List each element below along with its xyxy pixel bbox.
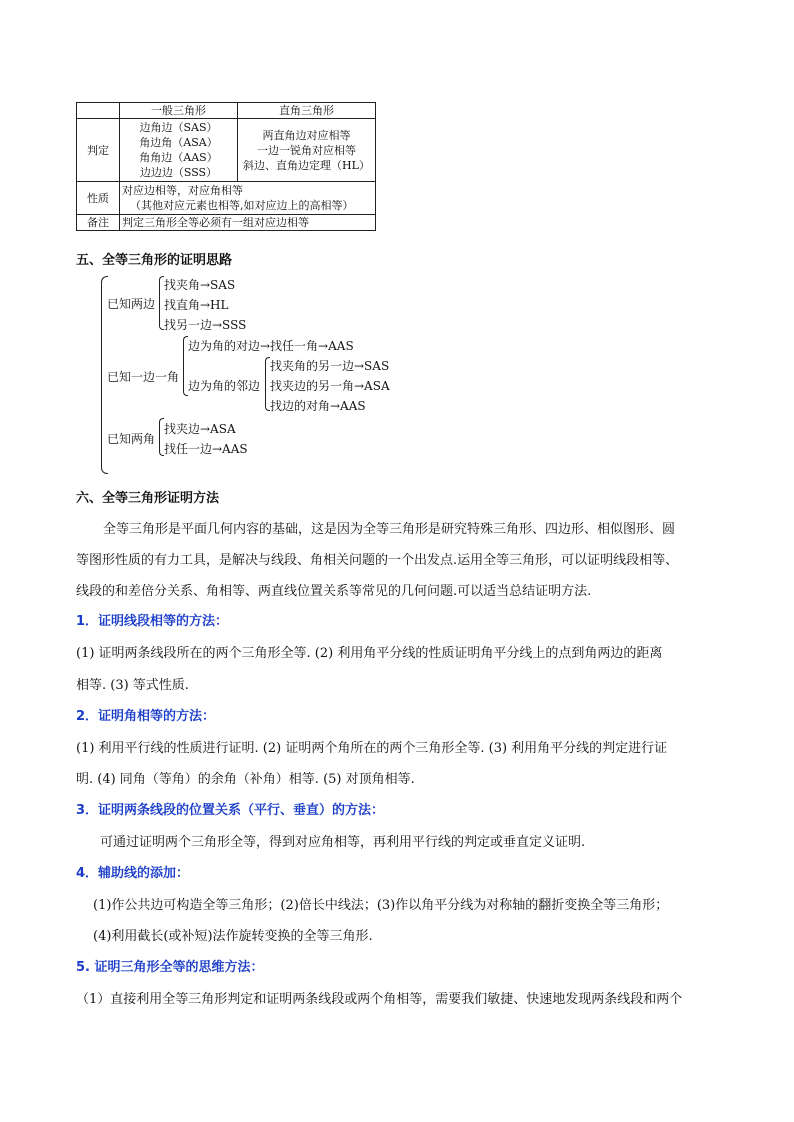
table-header-right: 直角三角形 xyxy=(238,103,376,119)
method4-line: (1)作公共边可构造全等三角形；(2)倍长中线法；(3)作以角平分线为对称轴的翻折变换全等三角形； xyxy=(93,898,669,913)
two-sides-item: 找夹角→SAS xyxy=(164,278,236,292)
intro-line: 全等三角形是平面几何内容的基础，这是因为全等三角形是研究特殊三角形、四边形、相似图形、圆 xyxy=(103,522,676,537)
two-sides-label: 已知两边 xyxy=(107,297,156,311)
section5-title: 五、全等三角形的证明思路 xyxy=(76,253,233,268)
judge-general-cell xyxy=(120,119,238,182)
method4-line: (4)利用截长(或补短)法作旋转变换的全等三角形. xyxy=(93,929,373,944)
judge-right-cell xyxy=(238,119,376,182)
method3-line: 可通过证明两个三角形全等，得到对应角相等，再利用平行线的判定或垂直定义证明. xyxy=(100,835,586,850)
note-label: 备注 xyxy=(77,215,120,231)
table-row-property xyxy=(77,182,376,215)
property-line: （其他对应元素也相等,如对应边上的高相等） xyxy=(130,199,354,212)
intro-line: 线段的和差倍分关系、角相等、两直线位置关系等常见的几何问题.可以适当总结证明方法. xyxy=(76,584,592,599)
table-header-general: 一般三角形 xyxy=(120,103,238,119)
method2-line: 明. (4) 同角（等角）的余角（补角）相等. (5) 对顶角相等. xyxy=(76,772,415,787)
property-cell xyxy=(120,182,376,215)
table-header-row xyxy=(77,103,376,119)
table-row-note xyxy=(77,215,376,231)
method5-title: 5. 证明三角形全等的思维方法： xyxy=(76,960,264,975)
judge-general-line: 边边边（SSS） xyxy=(139,166,218,179)
table-row-judge xyxy=(77,119,376,182)
judge-right-line: 两直角边对应相等 xyxy=(262,128,351,142)
two-angles-item: 找夹边→ASA xyxy=(164,422,236,436)
two-angles-item: 找任一边→AAS xyxy=(164,442,248,456)
method3-title: 3．证明两条线段的位置关系（平行、垂直）的方法： xyxy=(76,803,385,818)
triangle-comparison-table xyxy=(76,102,376,231)
method4-title: 4．辅助线的添加： xyxy=(76,866,190,881)
method1-line: 相等. (3) 等式性质. xyxy=(76,678,189,693)
method2-title: 2．证明角相等的方法： xyxy=(76,709,216,724)
method1-line: (1) 证明两条线段所在的两个三角形全等. (2) 利用角平分线的性质证明角平分线上的点到角两边的距离 xyxy=(76,646,663,661)
judge-right-line: 一边一锐角对应相等 xyxy=(257,143,356,157)
intro-line: 等图形性质的有力工具，是解决与线段、角相关问题的一个出发点.运用全等三角形，可以证明线段相等、 xyxy=(76,553,679,568)
section6-title: 六、全等三角形证明方法 xyxy=(76,491,220,506)
side-angle-label: 已知一边一角 xyxy=(107,370,180,384)
method2-line: (1) 利用平行线的性质进行证明. (2) 证明两个角所在的两个三角形全等. (3) 利用角平分线的判定进行证 xyxy=(76,741,668,756)
two-sides-item: 找另一边→SSS xyxy=(164,318,247,332)
side-angle-adjacent-label: 边为角的邻边 xyxy=(188,379,261,393)
two-sides-item: 找直角→HL xyxy=(164,298,229,312)
two-angles-label: 已知两角 xyxy=(107,432,156,446)
judge-label: 判定 xyxy=(77,119,120,182)
judge-general-line: 角边角（ASA） xyxy=(139,136,218,149)
note-cell: 判定三角形全等必须有一组对应边相等 xyxy=(120,215,376,231)
judge-right-line: 斜边、直角边定理（HL） xyxy=(243,158,370,172)
method1-title: 1．证明线段相等的方法： xyxy=(76,614,229,629)
adjacent-item: 找边的对角→AAS xyxy=(270,399,366,413)
method5-line: （1）直接利用全等三角形判定和证明两条线段或两个角相等，需要我们敏捷、快速地发现两条线段和两个 xyxy=(76,992,683,1007)
adjacent-item: 找夹角的另一边→SAS xyxy=(270,359,390,373)
judge-general-line: 角角边（AAS） xyxy=(139,151,218,164)
table-header-empty xyxy=(77,103,120,119)
property-line: 对应边相等，对应角相等 xyxy=(122,184,243,197)
judge-general-line: 边角边（SAS） xyxy=(139,121,218,134)
property-label: 性质 xyxy=(77,182,120,215)
side-angle-opposite: 边为角的对边→找任一角→AAS xyxy=(188,339,354,353)
adjacent-item: 找夹边的另一角→ASA xyxy=(270,379,390,393)
